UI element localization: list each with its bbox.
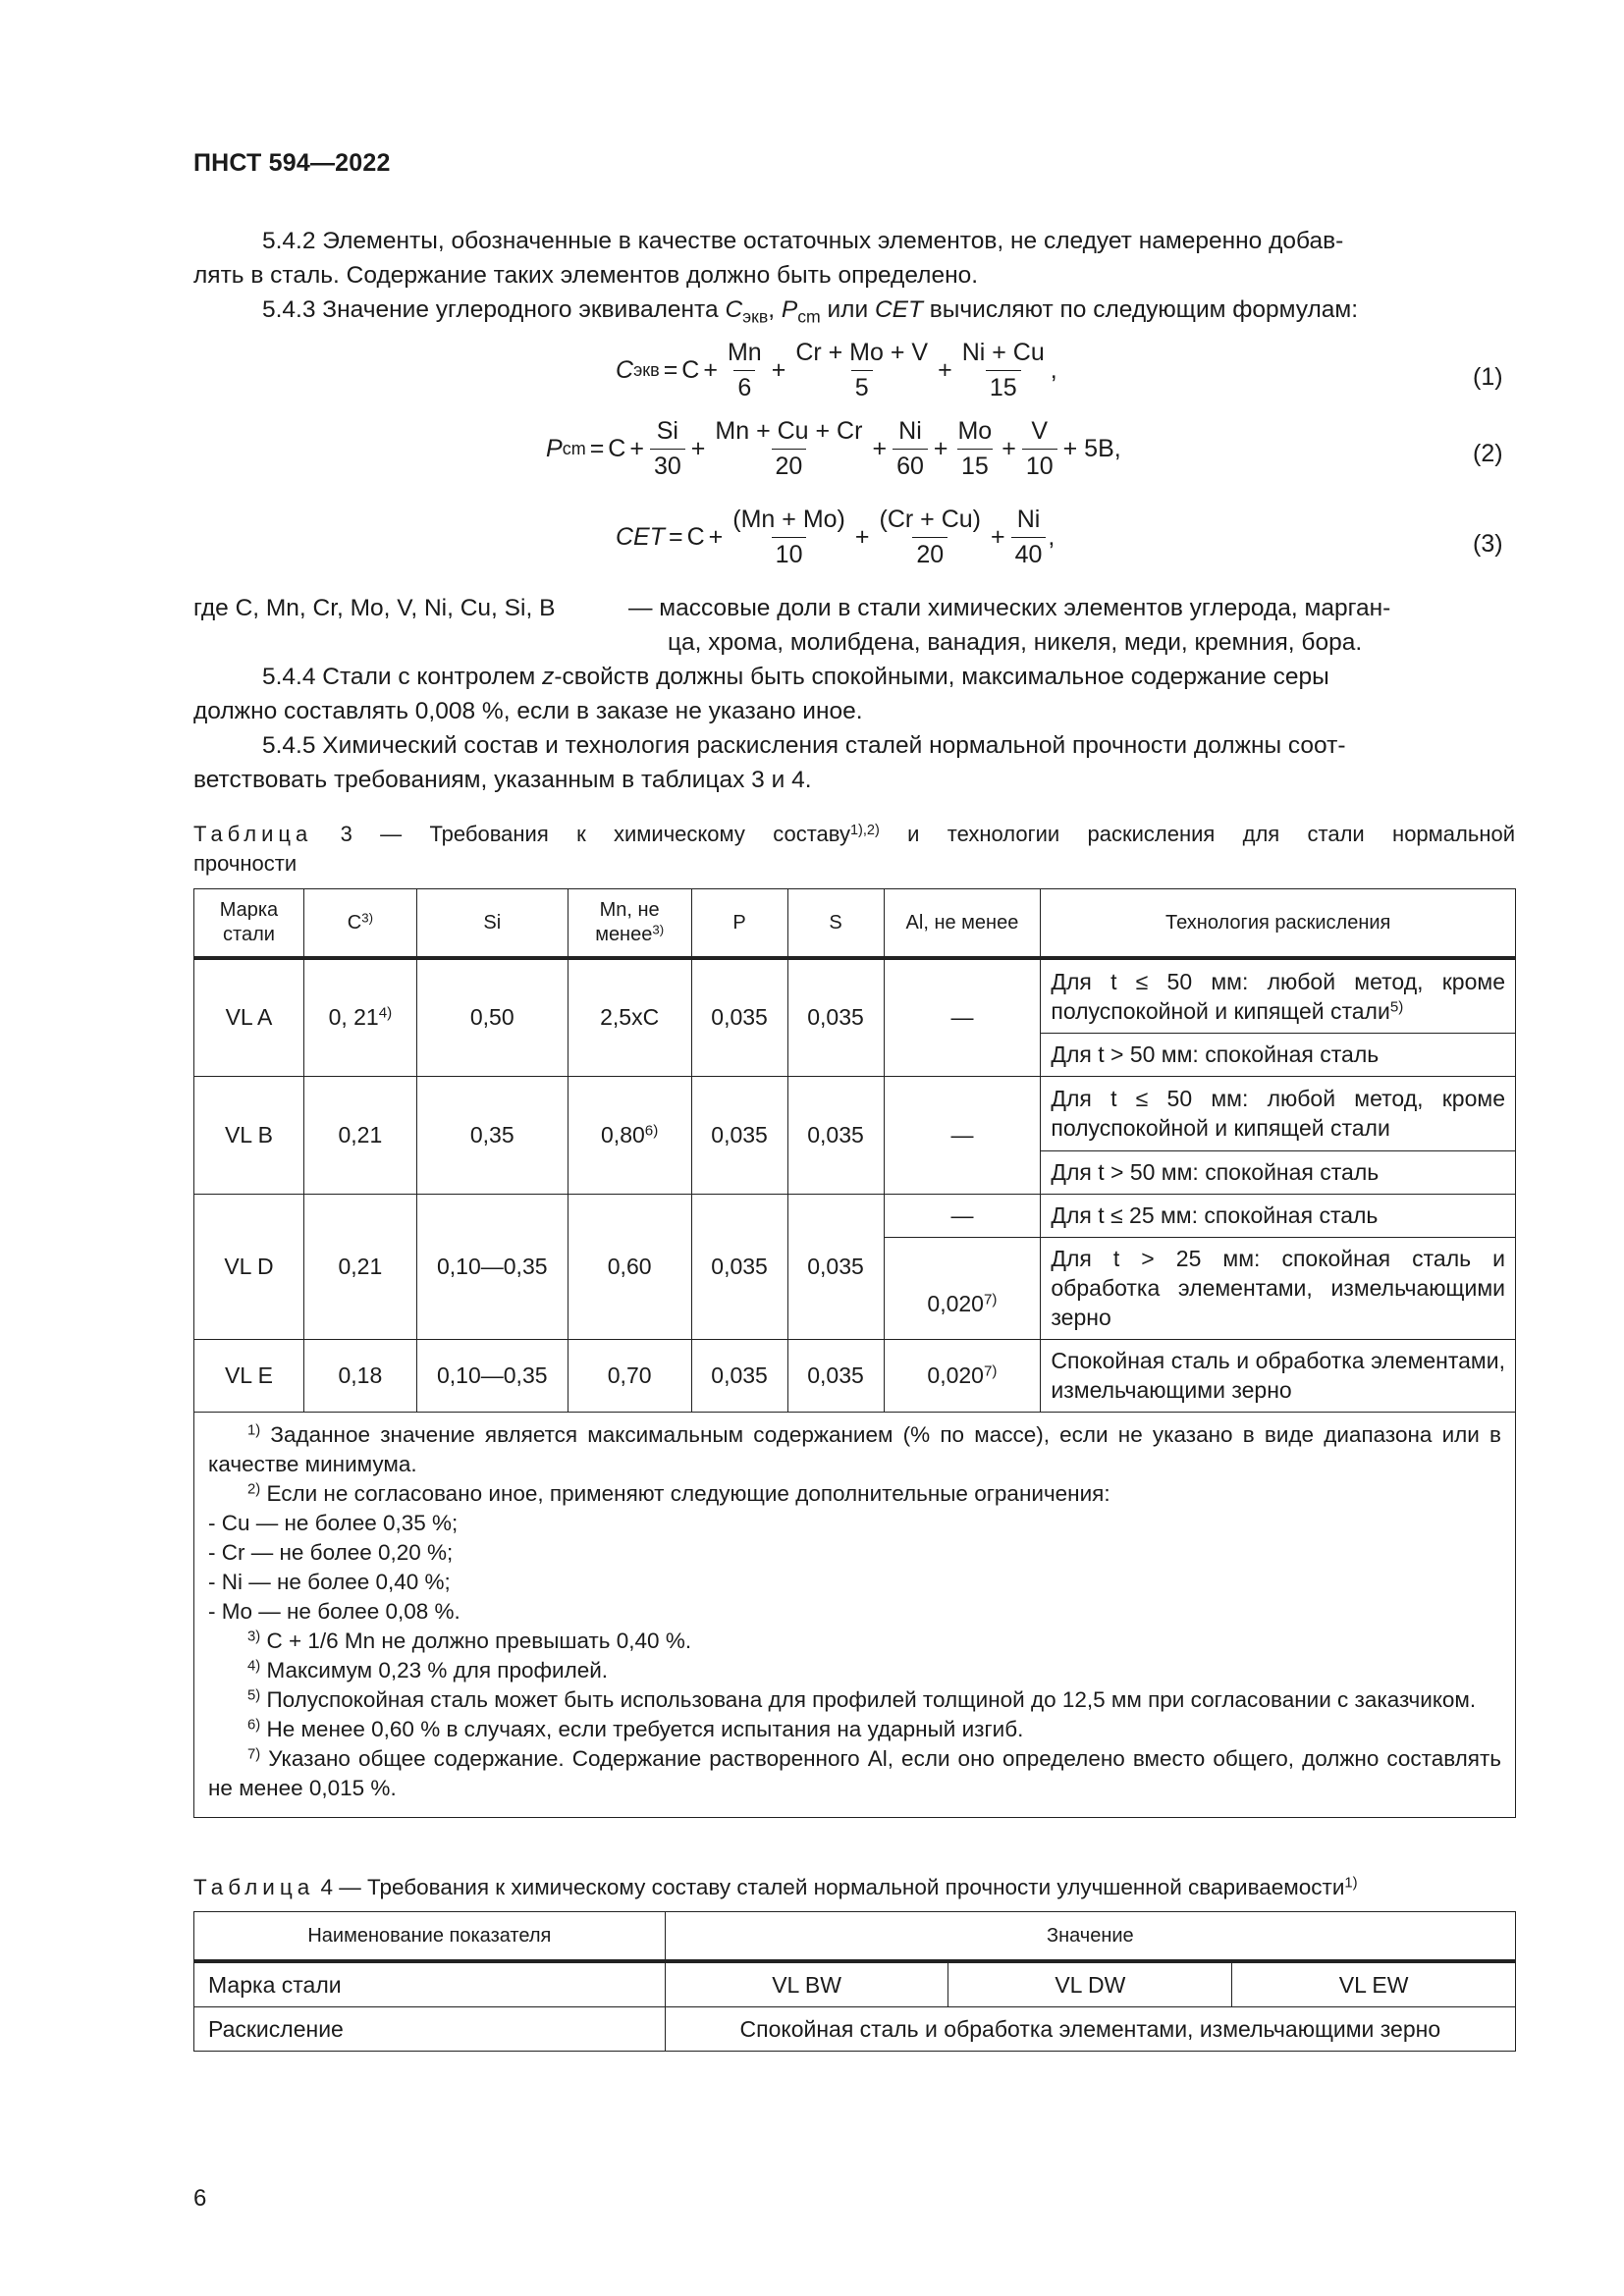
page-number: 6: [193, 2185, 207, 2212]
document-header: ПНСТ 594—2022: [193, 149, 391, 177]
footnote-3: $^{3)}$ C + 1/6 Mn не должно превышать 0,40 %.: [247, 1628, 692, 1653]
table-3-header-row: [194, 889, 1516, 959]
footnote-2-item: - Cr — не более 0,20 %;: [208, 1539, 454, 1565]
paragraph-5-4-3: 5.4.3 Значение углеродного эквивалента $C_{экв}$, $P_{cm}$ или CET вычисляют по следующим формулам:: [262, 296, 1359, 327]
formula-1-number: (1): [1473, 363, 1503, 391]
col-p: P: [691, 889, 787, 959]
where-variables: где C, Mn, Cr, Mo, V, Ni, Cu, Si, B: [193, 595, 556, 621]
table-row: VL A 0, 21$^{4)}$ 0,50 2,5xC 0,035 0,035 — Для t ≤ 50 мм: любой метод, кроме полуспокойной и кипящей стали$^{5)}$: [194, 958, 1516, 1033]
paragraph-5-4-5: 5.4.5 Химический состав и технология раскисления сталей нормальной прочности должны соот- ветствовать требованиям, указанным в таблицах 3 и 4.: [193, 732, 1346, 793]
table-4-caption: Таблица 4 — Требования к химическому составу сталей нормальной прочности улучшенной свариваемости$^{1)}$: [193, 1875, 1358, 1899]
p542-line2: лять в сталь. Содержание таких элементов должно быть определено.: [193, 262, 979, 289]
footnote-2-item: - Mo — не более 0,08 %.: [208, 1598, 460, 1624]
table-row: Раскисление Спокойная сталь и обработка элементами, измельчающими зерно: [194, 2007, 1516, 2052]
table-row: 0,020$^{7)}$ Для t > 25 мм: спокойная сталь и обработка элементами, измельчающими зерно: [194, 1237, 1516, 1339]
table-row: VL D 0,21 0,10—0,35 0,60 0,035 0,035 — Для t ≤ 25 мм: спокойная сталь: [194, 1194, 1516, 1237]
table-row: Марка стали VL BW VL DW VL EW: [194, 1961, 1516, 2007]
table-3-notes-row: [194, 1412, 1516, 1817]
col-tech: Технология раскисления: [1041, 889, 1516, 959]
col-mn: Mn, не менее$^{3)}$: [568, 889, 691, 959]
footnote-5: $^{5)}$ Полуспокойная сталь может быть использована для профилей толщиной до 12,5 мм при согласовании с заказчиком.: [247, 1686, 1477, 1712]
p542-line1: 5.4.2 Элементы, обозначенные в качестве остаточных элементов, не следует намеренно добав-: [262, 228, 1344, 254]
formula-3-number: (3): [1473, 530, 1503, 558]
table-4: [193, 1911, 1516, 2052]
footnote-1: $^{1)}$ Заданное значение является максимальным содержанием (% по массе), если не указано в виде диапазона или в качестве минимума.: [208, 1421, 1501, 1476]
footnote-6: $^{6)}$ Не менее 0,60 % в случаях, если требуется испытания на ударный изгиб.: [247, 1716, 1024, 1741]
footnote-7: $^{7)}$ Указано общее содержание. Содержание растворенного Al, если оно определено вместо общего, должно составлять не менее 0,015 %.: [208, 1745, 1501, 1800]
col-grade: Марка стали: [194, 889, 304, 959]
footnote-2: $^{2)}$ Если не согласовано иное, применяют следующие дополнительные ограничения:: [247, 1480, 1110, 1506]
formula-2-number: (2): [1473, 440, 1503, 467]
table-row: Для t > 50 мм: спокойная сталь: [194, 1033, 1516, 1076]
formula-1: C экв = C + $\frac{Mn}{6}$ + $\frac{Cr + Mo + V}{5}$ + $\frac{Ni + Cu}{15}$ ,: [616, 339, 1057, 401]
col-si: Si: [416, 889, 568, 959]
table-3-footnotes: [194, 1412, 1516, 1817]
table-row: VL B 0,21 0,35 0,80$^{6)}$ 0,035 0,035 — Для t ≤ 50 мм: любой метод, кроме полуспокойной и кипящей стали: [194, 1076, 1516, 1150]
paragraph-5-4-4: 5.4.4 Стали с контролем z-свойств должны быть спокойными, максимальное содержание серы должно составлять 0,008 %, если в заказе не указано иное.: [193, 664, 1329, 724]
table-3: [193, 888, 1516, 1818]
formula-2: P cm = C + $\frac{Si}{30}$ + $\frac{Mn + Cu + Cr}{20}$ + $\frac{Ni}{60}$ + $\frac{Mo}{15}$ + $\frac{V}{10}$ + 5B,: [546, 417, 1121, 480]
footnote-4: $^{4)}$ Максимум 0,23 % для профилей.: [247, 1657, 609, 1682]
formula-3: CET = C + $\frac{(Mn + Mo)}{10}$ + $\frac{(Cr + Cu)}{20}$ + $\frac{Ni}{40}$ ,: [616, 506, 1056, 568]
footnote-2-item: - Cu — не более 0,35 %;: [208, 1510, 459, 1535]
table-3-caption: Таблица 3 — Требования к химическому составу$^{1),2)}$ и технологии раскисления для стали нормальной прочности: [193, 822, 1515, 876]
paragraph-5-4-2: [193, 224, 1515, 293]
table-4-header-row: Наименование показателя Значение: [194, 1912, 1516, 1962]
table-row: VL E 0,18 0,10—0,35 0,70 0,035 0,035 0,020$^{7)}$ Спокойная сталь и обработка элементами, измельчающими зерно: [194, 1339, 1516, 1412]
where-description: — массовые доли в стали химических элементов углерода, марган- ца, хрома, молибдена, ванадия, никеля, меди, кремния, бора.: [628, 595, 1391, 656]
table-row: Для t > 50 мм: спокойная сталь: [194, 1150, 1516, 1194]
col-al: Al, не менее: [884, 889, 1041, 959]
footnote-2-item: - Ni — не более 0,40 %;: [208, 1569, 451, 1594]
col-s: S: [787, 889, 884, 959]
col-c: $C^{3)}$: [303, 889, 416, 959]
